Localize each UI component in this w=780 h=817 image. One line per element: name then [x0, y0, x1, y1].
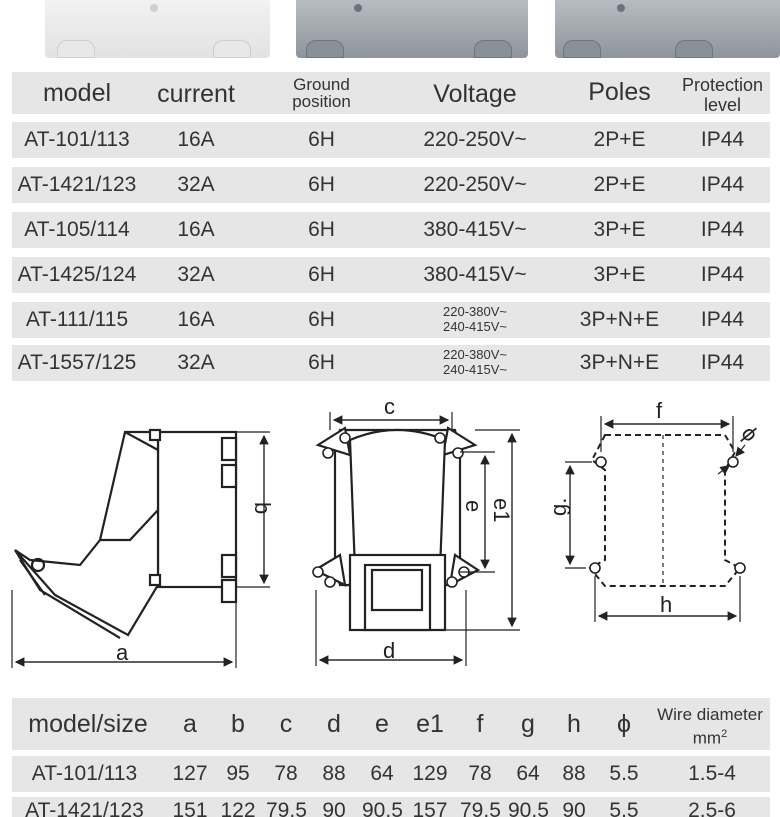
product-photo-white [45, 0, 270, 58]
product-photo-grey [296, 0, 528, 58]
product-photo-grey-2 [555, 0, 780, 58]
label-f: f [656, 398, 663, 423]
size-row: AT-1421/123 151 122 79.5 90 90.5 157 79.5 90.5 90 5.5 2.5-6 [12, 797, 770, 817]
label-c: c [384, 394, 395, 419]
header-voltage: Voltage [433, 80, 517, 108]
side-view-drawing [15, 430, 236, 638]
spec-table-header [12, 72, 770, 114]
label-d: d [383, 638, 396, 663]
label-a: a [116, 640, 129, 665]
spec-row: AT-101/113 16A 6H 220-250V~ 2P+E IP44 [12, 122, 770, 158]
label-g: g. [546, 497, 571, 516]
front-view-drawing [315, 428, 478, 630]
mounting-view-drawing [590, 435, 740, 586]
spec-row: AT-111/115 16A 6H 220-380V~ 240-415V~ 3P+N+E IP44 [12, 302, 770, 338]
spec-row: AT-1557/125 32A 6H 220-380V~ 240-415V~ 3P+N+E IP44 [12, 345, 770, 381]
label-e1: e1 [489, 498, 514, 523]
spec-row: AT-1421/123 32A 6H 220-250V~ 2P+E IP44 [12, 167, 770, 203]
header-model: model [42, 78, 112, 107]
spec-row: AT-105/114 16A 6H 380-415V~ 3P+E IP44 [12, 212, 770, 248]
spec-row: AT-1425/124 32A 6H 380-415V~ 3P+E IP44 [12, 257, 770, 293]
size-table-header: model/size a b c d e e1 f g h ϕ Wire diameter $mm^2$ [12, 698, 770, 750]
size-row: AT-101/113 127 95 78 88 64 129 78 64 88 5.5 1.5-4 [12, 756, 770, 792]
label-b: b [250, 502, 275, 515]
label-e: e [461, 500, 486, 513]
header-poles: Poles [588, 78, 651, 106]
header-ground: Ground position [292, 75, 351, 111]
mounting-view-dims [565, 416, 745, 622]
header-current: current [157, 80, 235, 108]
dimension-drawings [0, 390, 780, 680]
label-phi: ϕ [736, 420, 764, 447]
header-protection: Protection level [681, 75, 764, 115]
label-h: h [660, 592, 673, 617]
